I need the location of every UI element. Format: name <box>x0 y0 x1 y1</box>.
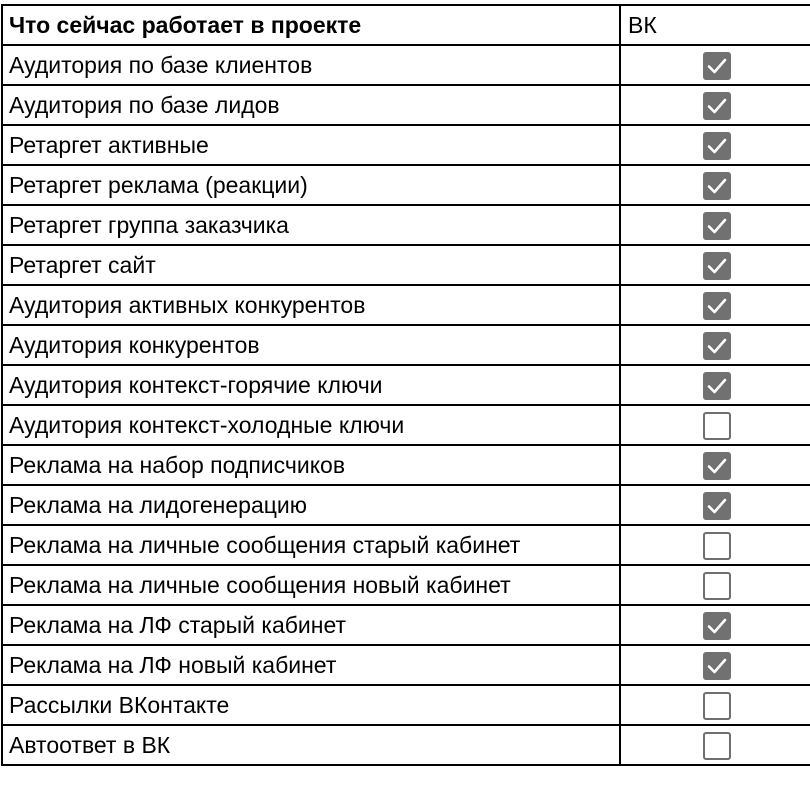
checkbox-unchecked[interactable] <box>703 732 731 760</box>
header-label-cell[interactable]: Что сейчас работает в проекте <box>2 5 620 45</box>
table-row <box>2 365 810 405</box>
row-vk-cell[interactable] <box>620 365 810 405</box>
table-row <box>2 605 810 645</box>
row-vk-cell[interactable] <box>620 165 810 205</box>
table-row <box>2 165 810 205</box>
checkmark-icon <box>707 56 727 76</box>
row-vk-cell[interactable] <box>620 565 810 605</box>
table-row <box>2 645 810 685</box>
row-vk-cell[interactable] <box>620 685 810 725</box>
row-vk-cell[interactable] <box>620 485 810 525</box>
row-label-cell[interactable]: Автоответ в ВК <box>2 725 620 765</box>
checkbox-checked[interactable] <box>703 372 731 400</box>
table-row <box>2 325 810 365</box>
checklist-table <box>1 4 810 766</box>
checkbox-checked[interactable] <box>703 172 731 200</box>
checkbox-checked[interactable] <box>703 252 731 280</box>
row-vk-cell[interactable] <box>620 725 810 765</box>
row-vk-cell[interactable] <box>620 325 810 365</box>
row-label-cell[interactable]: Реклама на набор подписчиков <box>2 445 620 485</box>
checkbox-unchecked[interactable] <box>703 532 731 560</box>
checkmark-icon <box>707 176 727 196</box>
table-row <box>2 725 810 765</box>
row-vk-cell[interactable] <box>620 205 810 245</box>
checklist-table-body <box>2 5 810 765</box>
row-label-cell[interactable]: Ретаргет реклама (реакции) <box>2 165 620 205</box>
table-row <box>2 405 810 445</box>
checkbox-checked[interactable] <box>703 332 731 360</box>
table-row <box>2 45 810 85</box>
checkbox-checked[interactable] <box>703 52 731 80</box>
checkmark-icon <box>707 616 727 636</box>
row-vk-cell[interactable] <box>620 405 810 445</box>
row-label-cell[interactable]: Реклама на ЛФ старый кабинет <box>2 605 620 645</box>
row-label-cell[interactable]: Аудитория по базе клиентов <box>2 45 620 85</box>
row-vk-cell[interactable] <box>620 245 810 285</box>
row-vk-cell[interactable] <box>620 285 810 325</box>
row-label-cell[interactable]: Аудитория по базе лидов <box>2 85 620 125</box>
header-vk-cell[interactable]: ВК <box>620 5 810 45</box>
checkmark-icon <box>707 336 727 356</box>
checkmark-icon <box>707 136 727 156</box>
checkbox-checked[interactable] <box>703 132 731 160</box>
table-row <box>2 485 810 525</box>
checkbox-checked[interactable] <box>703 492 731 520</box>
checkmark-icon <box>707 456 727 476</box>
row-label-cell[interactable]: Аудитория контекст-горячие ключи <box>2 365 620 405</box>
checkmark-icon <box>707 216 727 236</box>
header-row <box>2 5 810 45</box>
row-label-cell[interactable]: Рассылки ВКонтакте <box>2 685 620 725</box>
checkbox-checked[interactable] <box>703 292 731 320</box>
checkmark-icon <box>707 256 727 276</box>
row-vk-cell[interactable] <box>620 125 810 165</box>
checkbox-checked[interactable] <box>703 92 731 120</box>
row-label-cell[interactable]: Аудитория контекст-холодные ключи <box>2 405 620 445</box>
checkmark-icon <box>707 656 727 676</box>
row-vk-cell[interactable] <box>620 45 810 85</box>
row-vk-cell[interactable] <box>620 85 810 125</box>
checkmark-icon <box>707 296 727 316</box>
row-vk-cell[interactable] <box>620 605 810 645</box>
checkmark-icon <box>707 96 727 116</box>
table-row <box>2 205 810 245</box>
row-vk-cell[interactable] <box>620 445 810 485</box>
checkbox-checked[interactable] <box>703 612 731 640</box>
row-label-cell[interactable]: Ретаргет группа заказчика <box>2 205 620 245</box>
row-label-cell[interactable]: Реклама на лидогенерацию <box>2 485 620 525</box>
checkbox-checked[interactable] <box>703 212 731 240</box>
row-label-cell[interactable]: Реклама на личные сообщения новый кабинет <box>2 565 620 605</box>
row-vk-cell[interactable] <box>620 525 810 565</box>
row-label-cell[interactable]: Реклама на ЛФ новый кабинет <box>2 645 620 685</box>
checkbox-unchecked[interactable] <box>703 412 731 440</box>
checkbox-unchecked[interactable] <box>703 572 731 600</box>
table-row <box>2 445 810 485</box>
table-row <box>2 285 810 325</box>
checkbox-unchecked[interactable] <box>703 692 731 720</box>
row-label-cell[interactable]: Реклама на личные сообщения старый кабинет <box>2 525 620 565</box>
row-label-cell[interactable]: Ретаргет активные <box>2 125 620 165</box>
row-label-cell[interactable]: Ретаргет сайт <box>2 245 620 285</box>
checkmark-icon <box>707 376 727 396</box>
row-label-cell[interactable]: Аудитория активных конкурентов <box>2 285 620 325</box>
table-row <box>2 565 810 605</box>
checkbox-checked[interactable] <box>703 452 731 480</box>
table-row <box>2 525 810 565</box>
table-row <box>2 685 810 725</box>
table-row <box>2 125 810 165</box>
table-row <box>2 245 810 285</box>
table-row <box>2 85 810 125</box>
row-label-cell[interactable]: Аудитория конкурентов <box>2 325 620 365</box>
checkbox-checked[interactable] <box>703 652 731 680</box>
row-vk-cell[interactable] <box>620 645 810 685</box>
checkmark-icon <box>707 496 727 516</box>
